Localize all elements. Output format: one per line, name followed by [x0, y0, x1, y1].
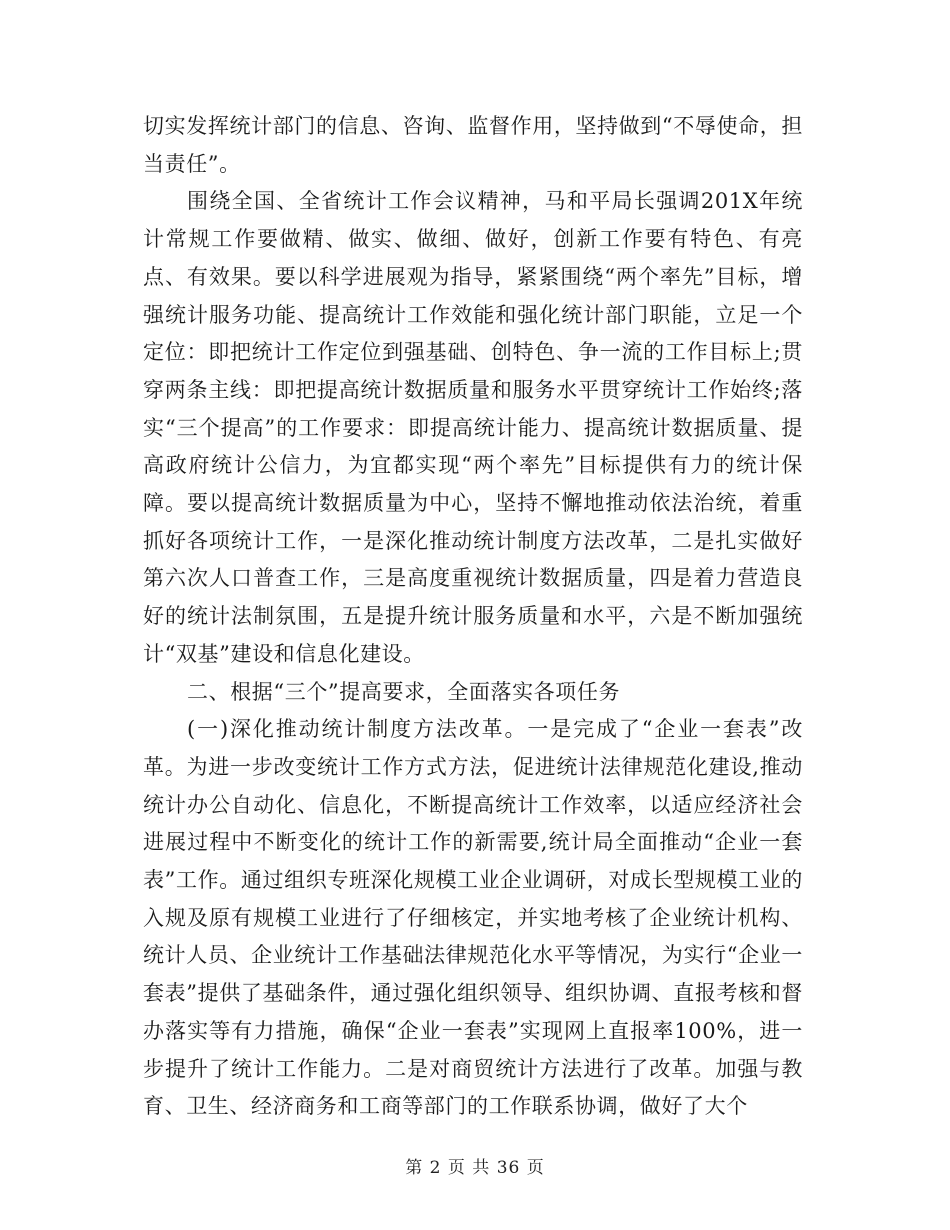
- page-number-footer: 第 2 页 共 36 页: [405, 1158, 545, 1178]
- section-heading: 二、根据“三个”提高要求，全面落实各项任务: [187, 679, 621, 704]
- paragraph: (一)深化推动统计制度方法改革。一是完成了“企业一套表”改革。为进一步改变统计工作方式方法，促进统计法律规范化建设,推动统计办公自动化、信息化，不断提高统计工作效率，以适应经济社会进展过程中不断变化的统计工作的新需要,统计局全面推动“企业一套表”工作。通过组织专班深化规模工业企业调研，对成长型规模工业的入规及原有规模工业进行了仔细核定，并实地考核了企业统计机构、统计人员、企业统计工作基础法律规范化水平等情况，为实行“企业一套表”提供了基础条件，通过强化组织领导、组织协调、直报考核和督办落实等有力措施，确保“企业一套表”实现网上直报率100%，进一步提升了统计工作能力。二是对商贸统计方法进行了改革。加强与教育、卫生、经济商务和工商等部门的工作联系协调，做好了大个: [143, 717, 803, 1119]
- paragraph: 切实发挥统计部门的信息、咨询、监督作用，坚持做到“不辱使命，担当责任”。: [143, 114, 803, 176]
- paragraph: 围绕全国、全省统计工作会议精神，马和平局长强调201X年统计常规工作要做精、做实、做细、做好，创新工作要有特色、有亮点、有效果。要以科学进展观为指导，紧紧围绕“两个率先”目标，增强统计服务功能、提高统计工作效能和强化统计部门职能，立足一个定位：即把统计工作定位到强基础、创特色、争一流的工作目标上;贯穿两条主线：即把提高统计数据质量和服务水平贯穿统计工作始终;落实“三个提高”的工作要求：即提高统计能力、提高统计数据质量、提高政府统计公信力，为宜都实现“两个率先”目标提供有力的统计保障。要以提高统计数据质量为中心，坚持不懈地推动依法治统，着重抓好各项统计工作，一是深化推动统计制度方法改革，二是扎实做好第六次人口普查工作，三是高度重视统计数据质量，四是着力营造良好的统计法制氛围，五是提升统计服务质量和水平，六是不断加强统计“双基”建设和信息化建设。: [143, 189, 803, 666]
- document-body: [143, 108, 803, 1126]
